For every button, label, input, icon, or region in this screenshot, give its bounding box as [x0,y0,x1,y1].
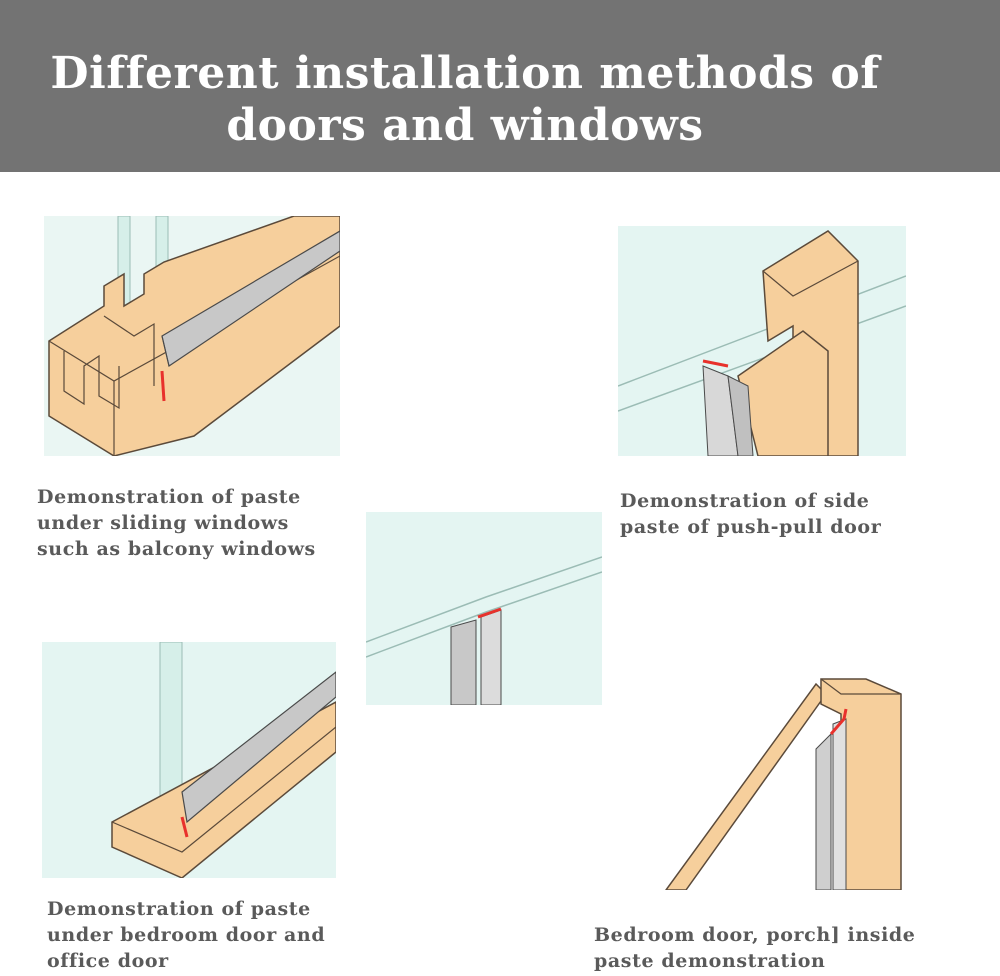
door-junction-illustration [366,512,602,705]
push-pull-door-illustration [618,226,906,456]
header-banner [0,0,1000,172]
bedroom-porch-door-illustration [626,654,916,890]
caption-sliding-windows: Demonstration of paste under sliding windows such as balcony windows [37,486,316,560]
page-title: Different installation methods of doors and windows [50,48,880,151]
bedroom-office-door-illustration [42,642,336,878]
caption-push-pull-door: Demonstration of side paste of push-pull door [620,490,882,538]
caption-bedroom-porch: Bedroom door, porch] inside paste demonstration [594,924,916,972]
caption-bedroom-office-door: Demonstration of paste under bedroom door and office door [47,898,326,972]
sliding-window-illustration [44,216,340,456]
